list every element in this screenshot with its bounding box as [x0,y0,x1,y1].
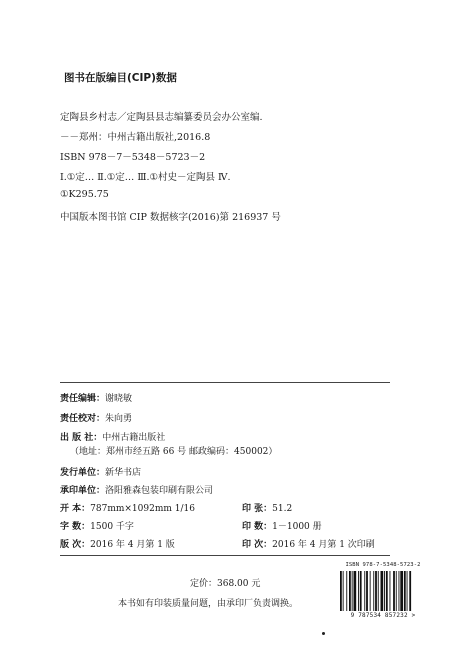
edition-value: 2016 年 4 月第 1 版 [90,540,175,550]
distributor-label: 发行单位： [60,468,106,478]
barcode-isbn-text: ISBN 978-7-5348-5723-2 [345,562,421,568]
proofreader-row [60,409,132,423]
printing-row [242,535,375,549]
distributor-row [60,463,141,477]
proofreader-value: 朱向勇 [105,414,133,424]
barcode-bars [336,571,430,611]
sheets-label: 印 张： [242,504,273,514]
cip-line-classification: ①K295.75 [60,189,109,200]
sheets-value: 51.2 [272,504,293,514]
words-value: 1500 千字 [90,522,134,532]
publisher-value: 中州古籍出版社 [102,433,166,443]
editor-row [60,389,132,403]
divider-top [60,382,390,383]
printer-row [60,481,213,495]
format-row [60,499,195,513]
barcode-digits: 9 787534 857232 > [350,612,416,619]
words-row [60,517,134,531]
printing-value: 2016 年 4 月第 1 次印刷 [272,540,375,550]
printer-label: 承印单位： [60,486,106,496]
editor-label: 责任编辑： [60,394,106,404]
cip-line-title: 定陶县乡村志／定陶县县志编纂委员会办公室编. [60,112,263,123]
isbn-barcode [334,562,432,624]
edition-row [60,535,175,549]
proofreader-label: 责任校对： [60,414,106,424]
publisher-label: 出 版 社： [60,433,103,443]
publisher-row [60,428,165,442]
distributor-value: 新华书店 [105,468,142,478]
cip-line-isbn: ISBN 978－7－5348－5723－2 [60,152,206,163]
printing-label: 印 次： [242,540,273,550]
copies-row [242,517,322,531]
printer-mark [322,632,325,635]
publisher-address: （地址：郑州市经五路 66 号 邮政编码：450002） [70,447,278,457]
copies-label: 印 数： [242,522,273,532]
divider-bottom [60,555,390,556]
format-label: 开 本： [60,504,91,514]
cip-line-publisher: －－郑州：中州古籍出版社,2016.8 [60,132,211,143]
cip-title: 图书在版编目(CIP)数据 [64,72,177,84]
format-value: 787mm×1092mm 1/16 [90,504,195,514]
cip-line-subjects: Ⅰ.①定… Ⅱ.①定… Ⅲ.①村史－定陶县 Ⅳ. [60,172,231,183]
editor-value: 谢晓敏 [105,394,133,404]
cip-line-cip-number: 中国版本图书馆 CIP 数据核字(2016)第 216937 号 [60,212,281,223]
printer-value: 洛阳雅森包装印刷有限公司 [105,486,214,496]
copies-value: 1－1000 册 [272,522,322,532]
words-label: 字 数： [60,522,91,532]
quality-notice: 本书如有印装质量问题，由承印厂负责调换。 [118,599,299,609]
edition-label: 版 次： [60,540,91,550]
sheets-row [242,499,292,513]
price: 定价：368.00 元 [190,579,261,589]
